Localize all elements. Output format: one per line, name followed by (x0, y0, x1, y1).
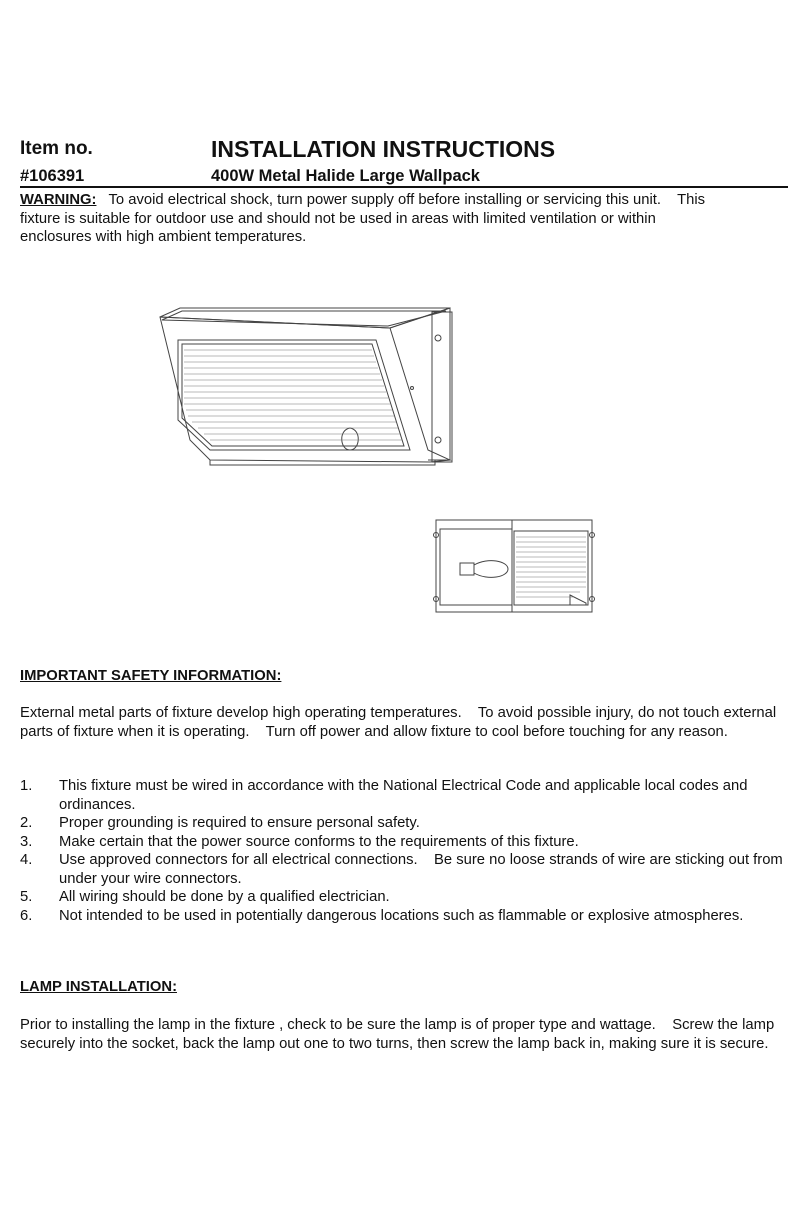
page-title: INSTALLATION INSTRUCTIONS (211, 136, 556, 162)
list-item-number: 1. (20, 778, 33, 794)
list-item (20, 833, 790, 852)
lamp-heading: LAMP INSTALLATION: (20, 979, 177, 995)
fixture-perspective-illustration (150, 300, 460, 470)
list-item-number: 5. (20, 889, 33, 905)
list-item (20, 814, 790, 833)
list-item-text: Proper grounding is required to ensure personal safety. (59, 815, 420, 831)
product-name: 400W Metal Halide Large Wallpack (211, 167, 480, 185)
warning-block (20, 191, 720, 247)
list-item (20, 777, 790, 814)
list-item (20, 888, 790, 907)
list-item-number: 3. (20, 833, 33, 850)
item-number: #106391 (20, 167, 85, 185)
list-item-text: Make certain that the power source conforms to the requirements of this fixture. (59, 833, 579, 850)
safety-list (20, 777, 790, 925)
list-item (20, 851, 790, 888)
list-item (20, 907, 790, 926)
list-item-text: This fixture must be wired in accordance with the National Electrical Code and applicable local codes and ordinances. (59, 778, 748, 813)
list-item-text: All wiring should be done by a qualified electrician. (59, 889, 390, 905)
list-item-number: 6. (20, 907, 33, 924)
list-item-number: 4. (20, 852, 33, 868)
list-item-number: 2. (20, 815, 33, 831)
warning-text: To avoid electrical shock, turn power supply off before installing or servicing this unit. This fixture is suitable for outdoor use and should not be used in areas with limited ventilation or within enclosures with high ambient temperatures. (20, 192, 710, 245)
warning-label: WARNING: (20, 192, 97, 208)
safety-heading: IMPORTANT SAFETY INFORMATION: (20, 668, 282, 684)
lamp-text: Prior to installing the lamp in the fixture , check to be sure the lamp is of proper type and wattage. Screw the lamp securely into the socket, back the lamp out one to two turns, then screw the lamp back in, making sure it is secure. (20, 1017, 779, 1052)
item-no-label: Item no. (20, 138, 93, 159)
list-item-text: Use approved connectors for all electrical connections. Be sure no loose strands of wire are sticking out from under your wire connectors. (59, 852, 787, 887)
fixture-interior-illustration (430, 515, 600, 615)
list-item-text: Not intended to be used in potentially dangerous locations such as flammable or explosive atmospheres. (59, 907, 744, 924)
safety-intro: External metal parts of fixture develop high operating temperatures. To avoid possible injury, do not touch external parts of fixture when it is operating. Turn off power and allow fixture to cool before touching for any reason. (20, 705, 781, 740)
header-divider (20, 186, 788, 188)
